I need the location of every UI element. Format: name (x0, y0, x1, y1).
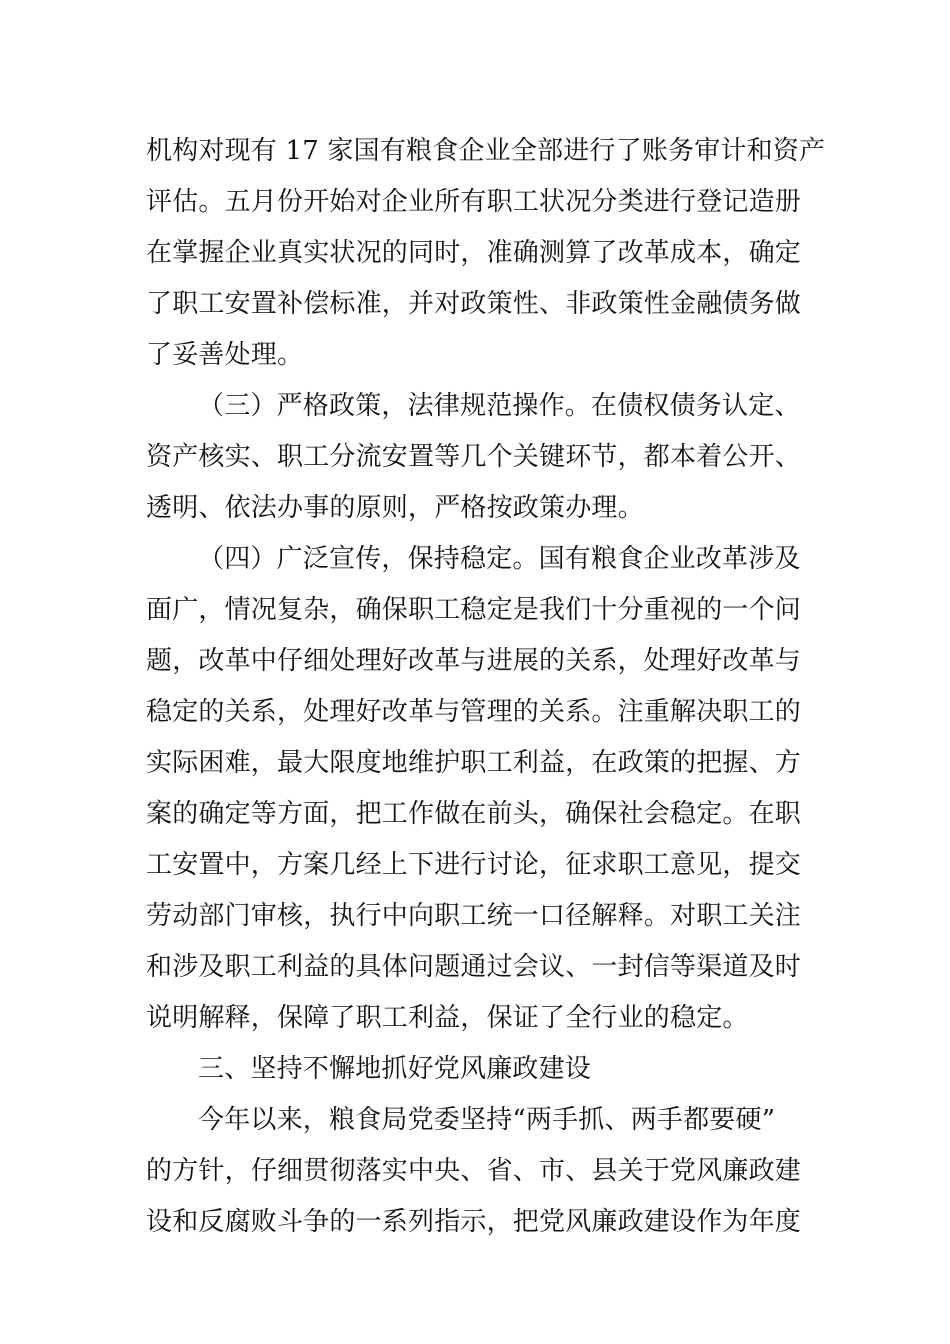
text-line: 稳定的关系，处理好改革与管理的关系。注重解决职工的 (146, 697, 802, 727)
text-line: 了妥善处理。 (146, 340, 304, 370)
section-heading-4: （四）广泛宣传，保持稳定。国有粮食企业改革涉及 (198, 544, 801, 574)
text-line: 透明、依法办事的原则，严格按政策办理。 (146, 493, 644, 523)
text-line: 面广，情况复杂，确保职工稳定是我们十分重视的一个问 (146, 595, 802, 625)
chapter-heading: 三、坚持不懈地抓好党风廉政建设 (198, 1054, 592, 1084)
text-line: 今年以来，粮食局党委坚持“两手抓、两手都要硬” (198, 1105, 776, 1135)
text-line: 案的确定等方面，把工作做在前头，确保社会稳定。在职 (146, 799, 802, 829)
text-line: 工安置中，方案几经上下进行讨论，征求职工意见，提交 (146, 850, 802, 880)
text-line: 和涉及职工利益的具体问题通过会议、一封信等渠道及时 (146, 952, 802, 982)
section-heading-3: （三）严格政策，法律规范操作。在债权债务认定、 (198, 391, 801, 421)
text-line: 了职工安置补偿标准，并对政策性、非政策性金融债务做 (146, 289, 802, 319)
text-line: 劳动部门审核，执行中向职工统一口径解释。对职工关注 (146, 901, 802, 931)
text-line: 的方针，仔细贯彻落实中央、省、市、县关于党风廉政建 (146, 1156, 802, 1186)
text-line: 实际困难，最大限度地维护职工利益，在政策的把握、方 (146, 748, 802, 778)
text-line: 题，改革中仔细处理好改革与进展的关系，处理好改革与 (146, 646, 802, 676)
text-line: 说明解释，保障了职工利益，保证了全行业的稳定。 (146, 1003, 749, 1033)
text-line: 设和反腐败斗争的一系列指示，把党风廉政建设作为年度 (146, 1207, 802, 1237)
text-line: 机构对现有 17 家国有粮食企业全部进行了账务审计和资产 (146, 136, 826, 166)
body-text (146, 126, 826, 1248)
text-line: 资产核实、职工分流安置等几个关键环节，都本着公开、 (146, 442, 802, 472)
text-line: 在掌握企业真实状况的同时，准确测算了改革成本，确定 (146, 238, 802, 268)
text-line: 评估。五月份开始对企业所有职工状况分类进行登记造册 (146, 187, 802, 217)
